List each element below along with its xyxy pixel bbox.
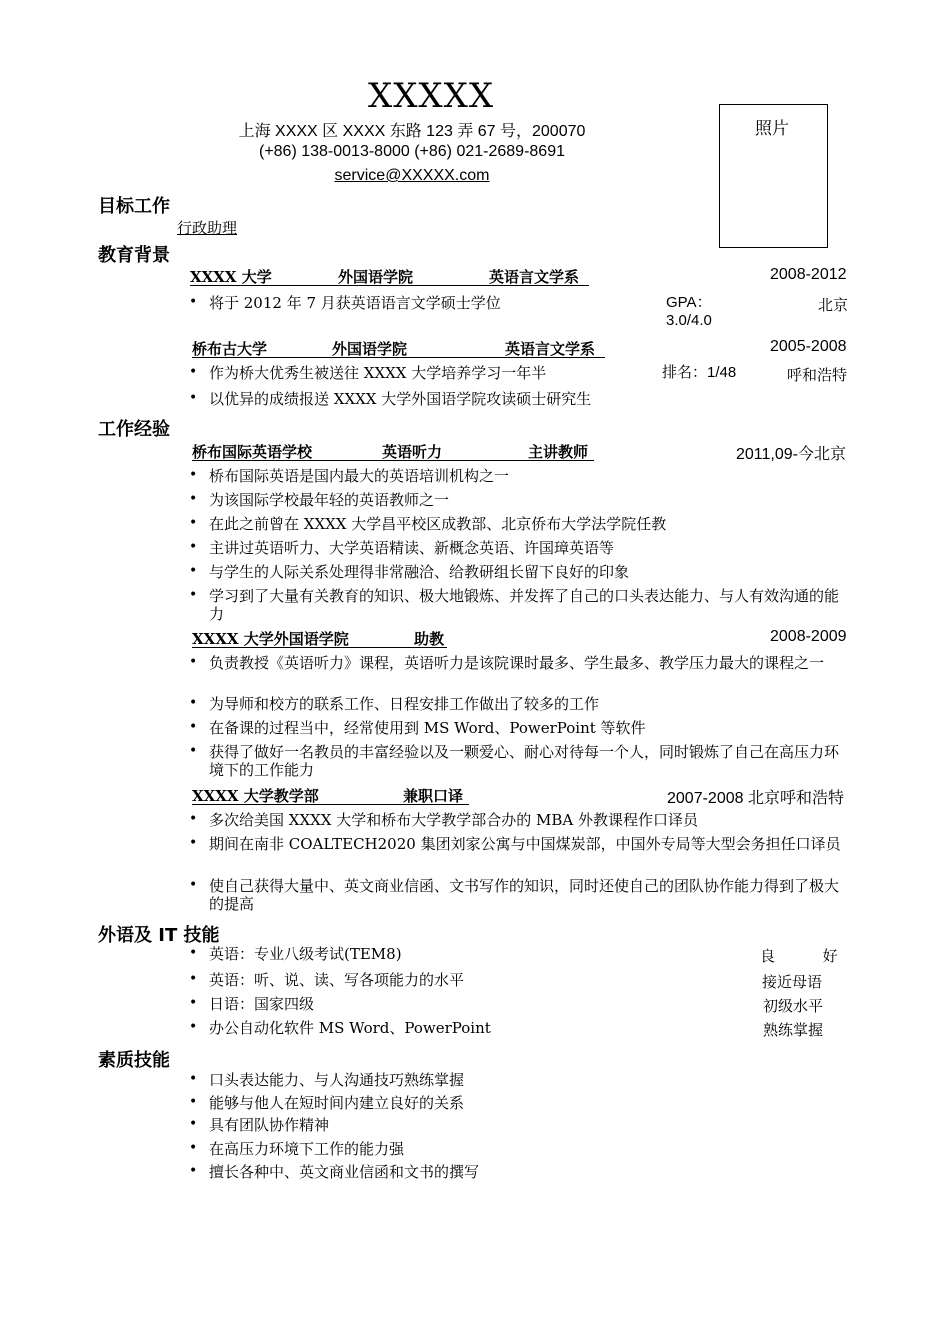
work-bullet: 主讲过英语听力、大学英语精读、新概念英语、许国璋英语等: [209, 539, 615, 557]
bullet: •: [189, 294, 198, 310]
quality-item: 擅长各种中、英文商业信函和文书的撰写: [209, 1163, 480, 1181]
education-bullet: 作为桥大优秀生被送往 XXXX 大学培养学习一年半: [209, 364, 547, 382]
bullet: •: [189, 811, 198, 827]
header-underline: [192, 647, 447, 648]
work-bullet: 获得了做好一名教员的丰富经验以及一颗爱心、耐心对待每一个人，同时锻炼了自己在高压力环境下的工作能力: [209, 743, 840, 779]
email-link[interactable]: service@XXXXX.com: [334, 167, 490, 184]
skill-level: 良 好: [760, 947, 838, 965]
education-bullet: 以优异的成绩报送 XXXX 大学外国语学院攻读硕士研究生: [209, 390, 592, 408]
gpa: GPA：3.0/4.0: [666, 294, 712, 329]
ranking: 排名：1/48: [662, 364, 737, 381]
work-bullet: 为导师和校方的联系工作、日程安排工作做出了较多的工作: [209, 695, 600, 713]
bullet: •: [189, 971, 198, 987]
org-name: XXXX 大学教学部: [192, 787, 319, 805]
work-date: 2007-2008 北京呼和浩特: [667, 790, 844, 807]
work-bullet: 使自己获得大量中、英文商业信函、文书写作的知识，同时还使自己的团队协作能力得到了极大的提高: [209, 877, 840, 913]
education-date: 2008-2012: [770, 266, 847, 283]
objective-value: 行政助理: [177, 219, 238, 237]
skill-level: 接近母语: [762, 973, 823, 991]
work-entry-header: [192, 441, 595, 461]
work-date: 2011,09-今北京: [736, 446, 846, 463]
org-name: 桥布国际英语学校: [192, 443, 313, 461]
header-underline: [192, 804, 469, 805]
school-name: 桥布古大学: [192, 340, 268, 358]
work-bullet: 学习到了大量有关教育的知识、极大地锻炼、并发挥了自己的口头表达能力、与人有效沟通的能力: [209, 587, 840, 623]
work-entry-header: [192, 785, 470, 805]
bullet: •: [189, 1163, 198, 1179]
bullet: •: [189, 563, 198, 579]
role-name: 兼职口译: [403, 787, 464, 805]
address: 上海 XXXX 区 XXXX 东路 123 弄 67 号，200070: [238, 123, 586, 140]
education-date: 2005-2008: [770, 338, 847, 355]
education-entry-header: [190, 266, 590, 286]
work-bullet: 为该国际学校最年轻的英语教师之一: [209, 491, 450, 509]
bullet: •: [189, 1140, 198, 1156]
work-bullet: 在备课的过程当中，经常使用到 MS Word、PowerPoint 等软件: [209, 719, 646, 737]
work-bullet: 与学生的人际关系处理得非常融洽、给教研组长留下良好的印象: [209, 563, 630, 581]
location: 北京: [818, 296, 849, 314]
work-bullet: 在此之前曾在 XXXX 大学昌平校区成教部、北京侨布大学法学院任教: [209, 515, 667, 533]
skill-level: 熟练掌握: [763, 1021, 824, 1039]
bullet: •: [189, 695, 198, 711]
bullet: •: [189, 1019, 198, 1035]
bullet: •: [189, 995, 198, 1011]
bullet: •: [189, 587, 198, 603]
quality-item: 口头表达能力、与人沟通技巧熟练掌握: [209, 1071, 465, 1089]
education-bullet: 将于 2012 年 7 月获英语语言文学硕士学位: [209, 294, 501, 312]
quality-item: 在高压力环境下工作的能力强: [209, 1140, 405, 1158]
work-bullet: 负责教授《英语听力》课程，英语听力是该院课时最多、学生最多、教学压力最大的课程之一: [209, 654, 825, 672]
skill-item: 日语：国家四级: [209, 995, 315, 1013]
header-underline: [192, 460, 594, 461]
skill-level: 初级水平: [763, 997, 824, 1015]
major-name: 英语言文学系: [505, 340, 596, 358]
quality-item: 具有团队协作精神: [209, 1116, 330, 1134]
work-bullet: 多次给美国 XXXX 大学和桥布大学教学部合办的 MBA 外教课程作口译员: [209, 811, 699, 829]
bullet: •: [189, 877, 198, 893]
school-name: XXXX 大学: [190, 268, 272, 286]
work-bullet: 期间在南非 COALTECH2020 集团刘家公寓与中国煤炭部，中国外专局等大型会务担任口译员: [209, 835, 841, 853]
section-education: 教育背景: [98, 245, 170, 266]
skill-item: 办公自动化软件 MS Word、PowerPoint: [209, 1019, 491, 1037]
college-name: 外国语学院: [332, 340, 408, 358]
skill-item: 英语：专业八级考试(TEM8): [209, 945, 402, 963]
work-bullet: 桥布国际英语是国内最大的英语培训机构之一: [209, 467, 510, 485]
bullet: •: [189, 1094, 198, 1110]
bullet: •: [189, 719, 198, 735]
bullet: •: [189, 945, 198, 961]
photo-label: 照片: [755, 119, 789, 139]
photo-placeholder: [719, 104, 828, 248]
header-underline: [190, 285, 589, 286]
section-skills: 外语及 IT 技能: [98, 925, 220, 946]
bullet: •: [189, 491, 198, 507]
bullet: •: [189, 467, 198, 483]
college-name: 外国语学院: [338, 268, 414, 286]
role-name: 助教: [414, 630, 445, 648]
education-entry-header: [192, 338, 606, 358]
org-name: XXXX 大学外国语学院: [192, 630, 349, 648]
bullet: •: [189, 743, 198, 759]
work-entry-header: [192, 628, 448, 648]
header-underline: [192, 357, 605, 358]
skill-item: 英语：听、说、读、写各项能力的水平: [209, 971, 465, 989]
work-date: 2008-2009: [770, 628, 847, 645]
quality-item: 能够与他人在短时间内建立良好的关系: [209, 1094, 465, 1112]
bullet: •: [189, 515, 198, 531]
bullet: •: [189, 539, 198, 555]
major-name: 英语言文学系: [489, 268, 580, 286]
bullet: •: [189, 1116, 198, 1132]
section-work: 工作经验: [98, 419, 170, 440]
bullet: •: [189, 390, 198, 406]
dept-name: 英语听力: [382, 443, 443, 461]
bullet: •: [189, 1071, 198, 1087]
bullet: •: [189, 654, 198, 670]
bullet: •: [189, 364, 198, 380]
candidate-name: XXXXX: [368, 76, 495, 116]
section-objective: 目标工作: [98, 196, 170, 217]
location: 呼和浩特: [787, 366, 848, 384]
section-qualities: 素质技能: [98, 1050, 170, 1071]
role-name: 主讲教师: [528, 443, 589, 461]
phone-numbers: (+86) 138-0013-8000 (+86) 021-2689-8691: [258, 143, 565, 160]
bullet: •: [189, 835, 198, 851]
